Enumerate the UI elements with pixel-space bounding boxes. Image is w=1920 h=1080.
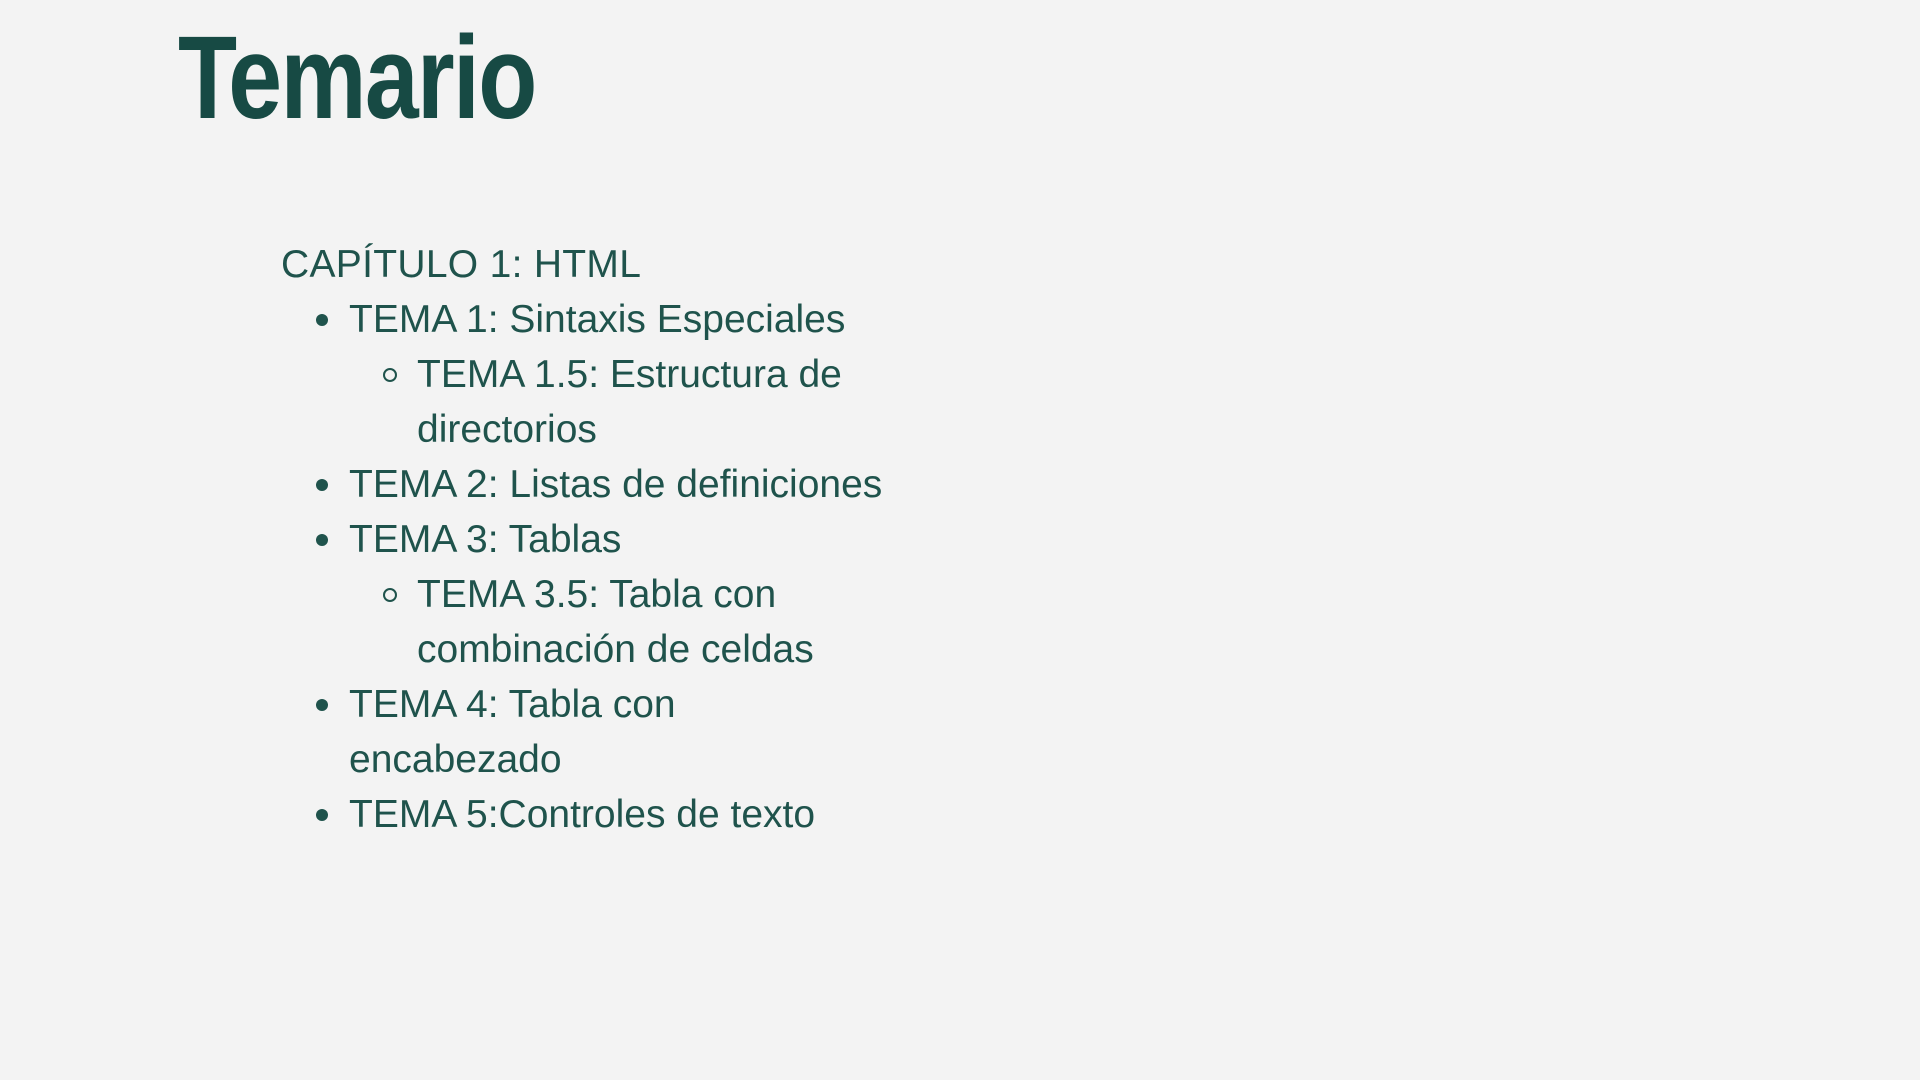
subtopic-list (349, 347, 977, 457)
bullet-icon (316, 314, 328, 326)
list-item (349, 677, 779, 787)
subtopic-label: TEMA 3.5: Tabla con combinación de celdas (417, 573, 814, 671)
topic-label: TEMA 3: Tablas (349, 518, 622, 561)
chapter-heading: CAPÍTULO 1: HTML (281, 243, 642, 286)
list-item (349, 292, 1029, 457)
list-item (349, 457, 1029, 512)
bullet-icon (316, 479, 328, 491)
hollow-bullet-icon (383, 368, 397, 382)
page-title: Temario (178, 12, 536, 144)
hollow-bullet-icon (383, 588, 397, 602)
topic-label: TEMA 5:Controles de texto (349, 793, 816, 836)
subtopic-list (349, 567, 977, 677)
bullet-icon (316, 809, 328, 821)
syllabus (281, 237, 1041, 842)
list-item (349, 512, 1029, 677)
list-item (417, 567, 977, 677)
bullet-icon (316, 534, 328, 546)
topic-label: TEMA 1: Sintaxis Especiales (349, 298, 846, 341)
list-item (349, 787, 1029, 842)
subtopic-label: TEMA 1.5: Estructura de directorios (417, 353, 842, 451)
topic-label: TEMA 4: Tabla con encabezado (349, 683, 676, 781)
topic-label: TEMA 2: Listas de definiciones (349, 463, 883, 506)
topic-list (281, 292, 1029, 842)
list-item (417, 347, 977, 457)
bullet-icon (316, 699, 328, 711)
